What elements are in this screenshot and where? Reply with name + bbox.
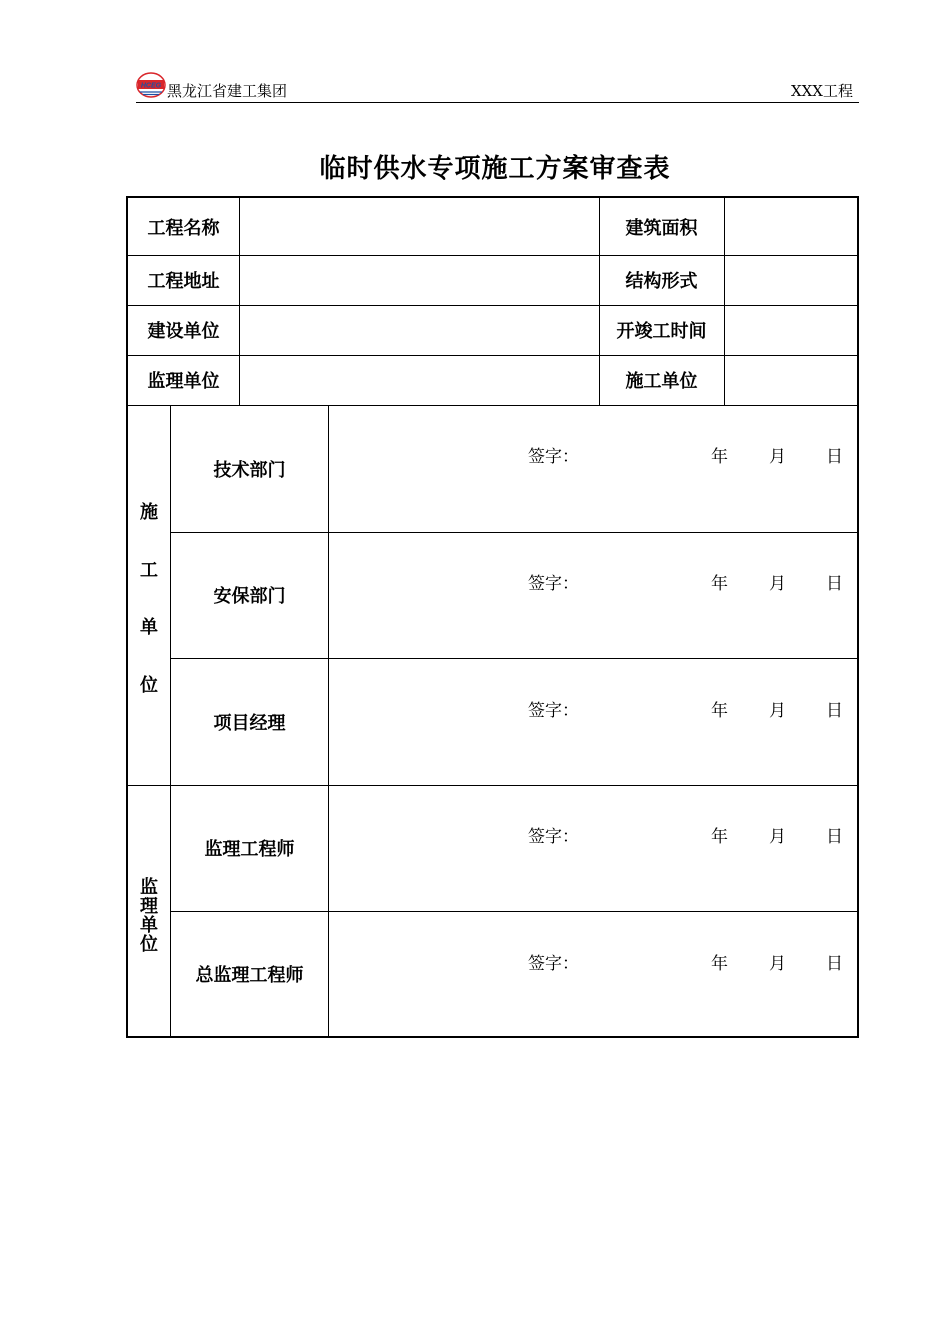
value-construction-unit[interactable]	[725, 356, 857, 405]
role-safety-dept: 安保部门	[213, 586, 286, 607]
role-supervision-engineer: 监理工程师	[204, 839, 295, 860]
value-project-address[interactable]	[240, 256, 599, 305]
group-char: 位	[140, 675, 158, 696]
group-char: 施	[140, 502, 158, 523]
sign-label: 签字：	[528, 701, 579, 721]
review-form	[126, 196, 859, 1038]
label-supervision-unit: 监理单位	[147, 371, 220, 392]
sign-label: 签字：	[528, 574, 579, 594]
page-header	[136, 68, 859, 103]
value-structure-type[interactable]	[725, 256, 857, 305]
label-project-name: 工程名称	[147, 217, 220, 239]
day-label: 日	[826, 954, 843, 974]
role-tech-dept: 技术部门	[213, 459, 286, 481]
label-construction-unit: 施工单位	[625, 371, 698, 392]
label-owner-unit: 建设单位	[147, 321, 220, 342]
month-label: 月	[769, 574, 786, 594]
group-char: 单	[140, 915, 158, 936]
year-label: 年	[711, 447, 728, 467]
company-name: 黑龙江省建工集团	[167, 82, 288, 100]
group-char: 位	[140, 934, 158, 955]
year-label: 年	[711, 954, 728, 974]
group-char: 单	[140, 617, 158, 638]
value-start-end-time[interactable]	[725, 306, 857, 355]
company-logo	[136, 72, 166, 98]
month-label: 月	[769, 827, 786, 847]
day-label: 日	[826, 574, 843, 594]
role-project-manager: 项目经理	[213, 712, 286, 734]
label-project-address: 工程地址	[147, 271, 220, 292]
value-owner-unit[interactable]	[240, 306, 599, 355]
year-label: 年	[711, 827, 728, 847]
month-label: 月	[769, 701, 786, 721]
label-structure-type: 结构形式	[625, 271, 698, 292]
sign-label: 签字：	[528, 827, 579, 847]
role-chief-supervision-engineer: 总监理工程师	[195, 964, 304, 986]
group-char: 监	[140, 877, 158, 898]
day-label: 日	[826, 447, 843, 467]
logo-text: HCEG	[140, 82, 162, 90]
group-char: 工	[140, 560, 158, 581]
value-supervision-unit[interactable]	[240, 356, 599, 405]
month-label: 月	[769, 954, 786, 974]
group-char: 理	[140, 896, 158, 917]
month-label: 月	[769, 447, 786, 467]
day-label: 日	[826, 827, 843, 847]
value-building-area[interactable]	[725, 198, 857, 255]
sign-label: 签字：	[528, 954, 579, 974]
label-start-end-time: 开竣工时间	[616, 321, 707, 342]
value-project-name[interactable]	[240, 198, 599, 255]
day-label: 日	[826, 701, 843, 721]
page-title: 临时供水专项施工方案审查表	[319, 154, 671, 184]
project-name: XXX工程	[790, 82, 853, 100]
label-building-area: 建筑面积	[625, 217, 698, 239]
year-label: 年	[711, 701, 728, 721]
year-label: 年	[711, 574, 728, 594]
sign-label: 签字：	[528, 447, 579, 467]
